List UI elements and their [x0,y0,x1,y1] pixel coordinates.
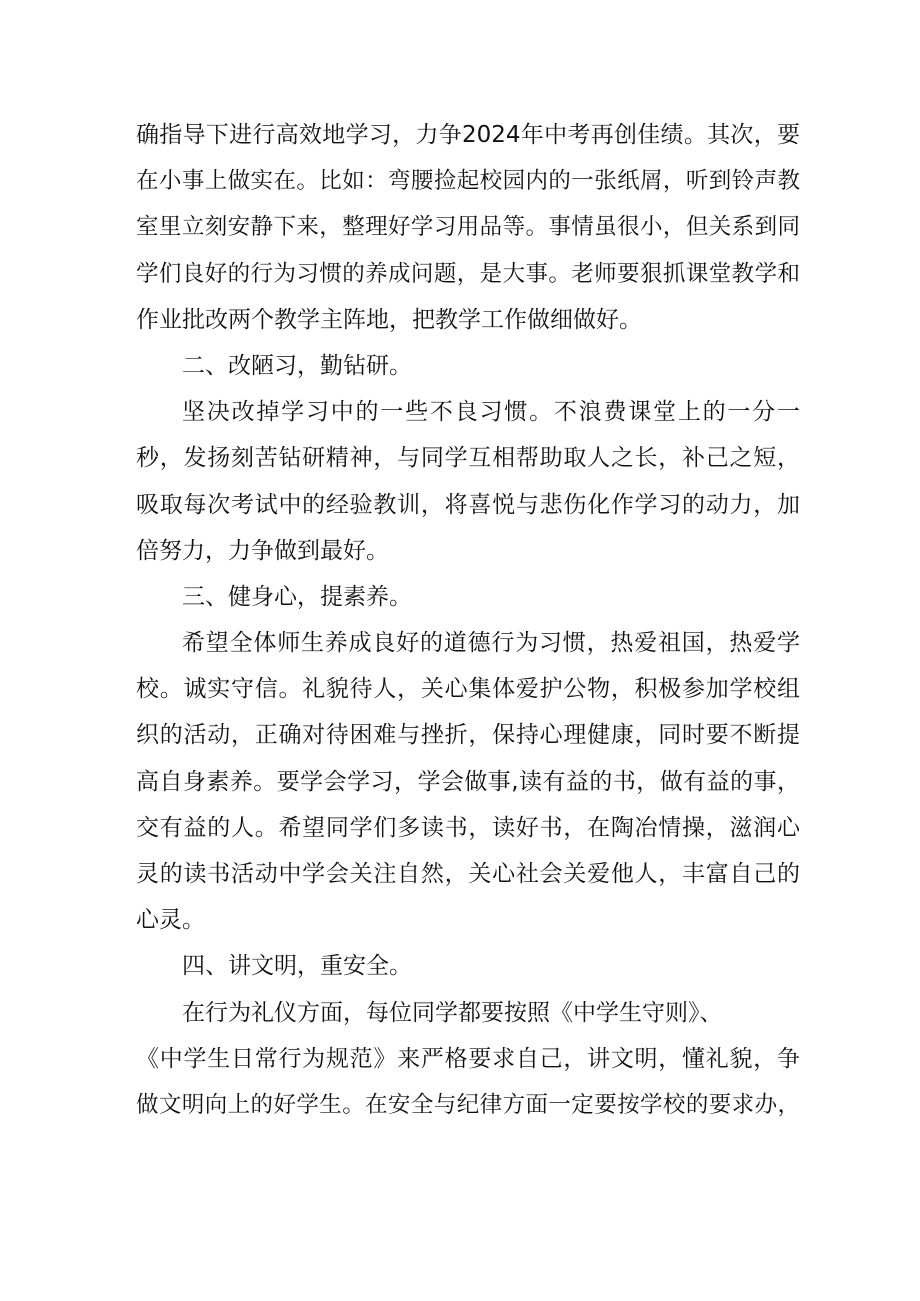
text-line: 作业批改两个教学主阵地，把教学工作做细做好。 [136,306,642,333]
text-line: 交有益的人。希望同学们多读书，读好书，在陶冶情操，滋润心 [136,814,800,841]
text-line: 在行为礼仪方面，每位同学都要按照《中学生守则》、 [182,999,723,1026]
text-line: 坚决改掉学习中的一些不良习惯。不浪费课堂上的一分一 [182,399,800,426]
text-line: 室里立刻安静下来，整理好学习用品等。事情虽很小，但关系到同 [136,214,800,241]
text-line: 二、改陋习，勤钻研。 [182,352,412,379]
text-line: 校。诚实守信。礼貌待人，关心集体爱护公物，积极参加学校组 [136,676,800,703]
text-line: 做文明向上的好学生。在安全与纪律方面一定要按学校的要求办， [136,1091,800,1118]
text-line: 高自身素养。要学会学习，学会做事,读有益的书，做有益的事， [136,768,800,795]
text-line: 希望全体师生养成良好的道德行为习惯，热爱祖国，热爱学 [182,630,800,657]
text-line: 灵的读书活动中学会关注自然，关心社会关爱他人，丰富自己的 [136,861,800,887]
text-line: 确指导下进行高效地学习，力争2024年中考再创佳绩。其次，要 [136,122,800,148]
text-line: 秒，发扬刻苦钻研精神，与同学互相帮助取人之长，补己之短， [136,445,800,472]
text-line: 四、讲文明，重安全。 [182,953,412,980]
text-line: 《中学生日常行为规范》来严格要求自己，讲文明，懂礼貌，争 [136,1045,800,1072]
text-line: 心灵。 [136,907,205,934]
text-line: 三、健身心，提素养。 [182,583,412,610]
body-text [136,112,800,1128]
text-line: 在小事上做实在。比如：弯腰捡起校园内的一张纸屑，听到铃声教 [136,168,800,195]
text-line: 吸取每次考试中的经验教训，将喜悦与悲伤化作学习的动力，加 [136,491,800,518]
text-line: 织的活动，正确对待困难与挫折，保持心理健康，同时要不断提 [136,722,800,749]
text-line: 学们良好的行为习惯的养成问题，是大事。老师要狠抓课堂教学和 [136,260,800,287]
text-line: 倍努力，力争做到最好。 [136,537,389,564]
